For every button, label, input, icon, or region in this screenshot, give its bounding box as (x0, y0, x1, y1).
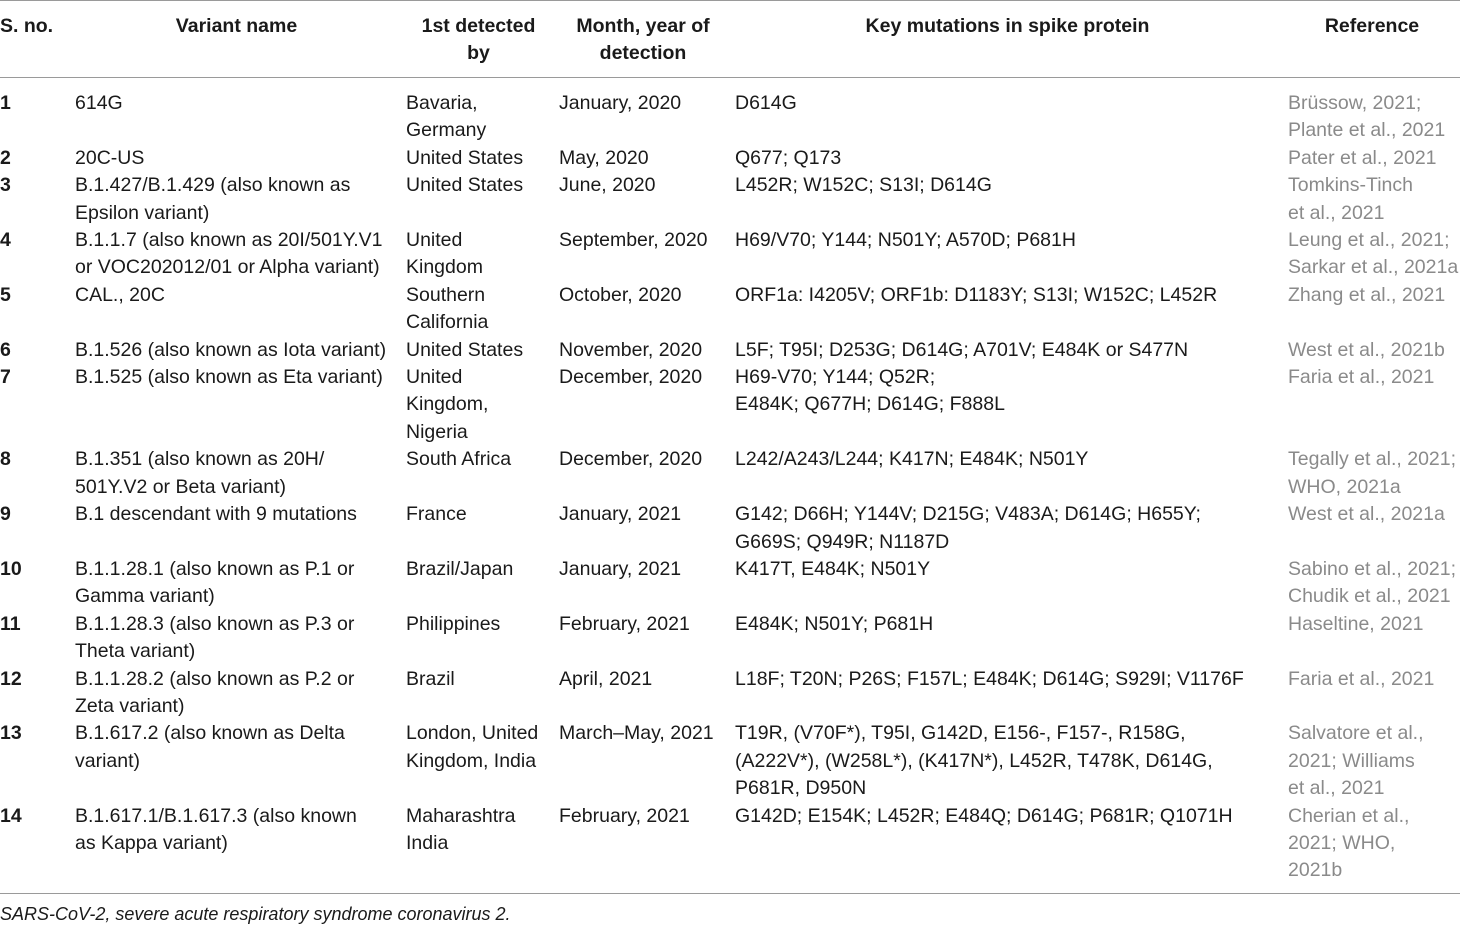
cell-key-mutations-line: E484K; N501Y; P681H (735, 612, 934, 635)
cell-first-detected-line: United States (406, 338, 524, 361)
cell-month-year (555, 172, 731, 227)
cell-reference (1284, 337, 1460, 364)
cell-first-detected-line: Brazil (406, 667, 455, 690)
cell-reference (1284, 611, 1460, 666)
cell-reference-line: Haseltine, 2021 (1288, 612, 1424, 635)
cell-month-year (555, 666, 731, 721)
cell-sno: 6 (0, 338, 11, 361)
cell-first-detected-line: Kingdom (406, 256, 483, 279)
cell-first-detected (402, 145, 555, 172)
cell-first-detected-line: South Africa (406, 448, 512, 471)
cell-sno: 7 (0, 366, 11, 389)
cell-month-year (555, 720, 731, 802)
cell-month-year-line: February, 2021 (559, 804, 690, 827)
cell-variant-name (71, 446, 402, 501)
cell-key-mutations-line: ORF1a: I4205V; ORF1b: D1183Y; S13I; W152C; L452R (735, 283, 1218, 306)
cell-month-year (555, 611, 731, 666)
cell-reference-line: Faria et al., 2021 (1288, 667, 1435, 690)
table-row (0, 720, 1460, 802)
cell-key-mutations-line: L242/A243/L244; K417N; E484K; N501Y (735, 448, 1089, 471)
cell-first-detected (402, 282, 555, 337)
cell-key-mutations-line: H69-V70; Y144; Q52R; (735, 366, 936, 389)
cell-first-detected (402, 337, 555, 364)
cell-variant-name-line: B.1.525 (also known as Eta variant) (75, 366, 383, 389)
cell-reference (1284, 282, 1460, 337)
cell-first-detected (402, 611, 555, 666)
table-row (0, 666, 1460, 721)
cell-key-mutations (731, 666, 1284, 721)
cell-reference-line: Chudik et al., 2021 (1288, 585, 1451, 608)
cell-key-mutations (731, 720, 1284, 802)
cell-reference-line: 2021; WHO, (1288, 831, 1396, 854)
cell-variant-name-line: B.1.617.2 (also known as Delta (75, 722, 345, 745)
cell-sno: 2 (0, 146, 11, 169)
cell-variant-name (71, 364, 402, 446)
cell-reference-line: Tomkins-Tinch (1288, 174, 1413, 197)
header-first-detected-line: by (467, 42, 490, 64)
cell-reference (1284, 78, 1460, 145)
cell-key-mutations-line: G669S; Q949R; N1187D (735, 530, 950, 553)
cell-variant-name-line: B.1.351 (also known as 20H/ (75, 448, 325, 471)
cell-first-detected (402, 720, 555, 802)
cell-month-year (555, 446, 731, 501)
header-variant-name: Variant name (71, 1, 402, 78)
cell-key-mutations-line: (A222V*), (W258L*), (K417N*), L452R, T478K, D614G, (735, 749, 1213, 772)
cell-variant-name (71, 145, 402, 172)
cell-month-year (555, 364, 731, 446)
cell-variant-name-line: Zeta variant) (75, 694, 185, 717)
table-row (0, 145, 1460, 172)
cell-variant-name-line: B.1.617.1/B.1.617.3 (also known (75, 804, 357, 827)
cell-reference (1284, 666, 1460, 721)
cell-first-detected-line: United (406, 229, 463, 252)
cell-sno: 4 (0, 229, 11, 252)
cell-variant-name-line: B.1.1.7 (also known as 20I/501Y.V1 (75, 229, 383, 252)
header-month-year-line: Month, year of (576, 15, 710, 37)
cell-month-year-line: December, 2020 (559, 448, 703, 471)
cell-month-year-line: December, 2020 (559, 366, 703, 389)
cell-reference-line: 2021; Williams (1288, 749, 1415, 772)
header-month-year (555, 1, 731, 78)
cell-month-year-line: November, 2020 (559, 338, 703, 361)
cell-sno: 3 (0, 174, 11, 197)
cell-first-detected (402, 501, 555, 556)
cell-key-mutations-line: D614G (735, 92, 797, 114)
cell-key-mutations-line: G142D; E154K; L452R; E484Q; D614G; P681R; Q1071H (735, 804, 1233, 827)
cell-first-detected-line: Maharashtra (406, 804, 516, 827)
cell-first-detected-line: Southern (406, 283, 486, 306)
cell-sno: 14 (0, 803, 71, 894)
cell-month-year (555, 337, 731, 364)
cell-first-detected-line: London, United (406, 722, 539, 745)
header-first-detected-line: 1st detected (421, 15, 536, 37)
cell-variant-name-line: variant) (75, 749, 141, 772)
cell-key-mutations (731, 337, 1284, 364)
cell-month-year-line: March–May, 2021 (559, 722, 714, 745)
cell-reference-line: Salvatore et al., (1288, 722, 1424, 745)
cell-first-detected (402, 803, 555, 894)
cell-key-mutations-line: E484K; Q677H; D614G; F888L (735, 393, 1005, 416)
cell-key-mutations-line: T19R, (V70F*), T95I, G142D, E156-, F157-, R158G, (735, 722, 1186, 745)
header-sno: S. no. (0, 1, 71, 78)
cell-key-mutations (731, 364, 1284, 446)
cell-reference-line: et al., 2021 (1288, 777, 1385, 800)
cell-reference (1284, 501, 1460, 556)
cell-month-year-line: January, 2021 (559, 557, 682, 580)
cell-variant-name (71, 556, 402, 611)
cell-first-detected-line: France (406, 503, 467, 526)
cell-reference-line: Sabino et al., 2021; (1288, 557, 1457, 580)
cell-first-detected (402, 364, 555, 446)
cell-first-detected-line: United States (406, 146, 524, 169)
header-first-detected (402, 1, 555, 78)
cell-key-mutations (731, 446, 1284, 501)
cell-variant-name-line: 20C-US (75, 146, 145, 169)
cell-variant-name-line: 501Y.V2 or Beta variant) (75, 475, 287, 498)
cell-month-year-line: January, 2021 (559, 503, 682, 526)
cell-reference-line: Zhang et al., 2021 (1288, 283, 1446, 306)
cell-key-mutations (731, 611, 1284, 666)
cell-month-year-line: October, 2020 (559, 283, 682, 306)
cell-key-mutations (731, 172, 1284, 227)
cell-variant-name (71, 666, 402, 721)
cell-first-detected (402, 556, 555, 611)
table-footnote: SARS-CoV-2, severe acute respiratory syndrome coronavirus 2. (0, 904, 511, 924)
cell-key-mutations (731, 145, 1284, 172)
cell-variant-name (71, 172, 402, 227)
cell-sno: 1 (0, 92, 11, 114)
cell-first-detected (402, 666, 555, 721)
cell-key-mutations-line: K417T, E484K; N501Y (735, 557, 931, 580)
cell-month-year (555, 78, 731, 145)
cell-first-detected-line: Nigeria (406, 420, 468, 443)
cell-first-detected (402, 78, 555, 145)
cell-key-mutations-line: L18F; T20N; P26S; F157L; E484K; D614G; S929I; V1176F (735, 667, 1244, 690)
cell-variant-name-line: B.1.1.28.2 (also known as P.2 or (75, 667, 355, 690)
table-row (0, 78, 1460, 145)
cell-month-year-line: April, 2021 (559, 667, 653, 690)
table-row (0, 501, 1460, 556)
cell-reference-line: Faria et al., 2021 (1288, 366, 1435, 389)
cell-reference-line: Sarkar et al., 2021a (1288, 256, 1459, 279)
cell-sno: 13 (0, 722, 22, 745)
cell-key-mutations (731, 227, 1284, 282)
cell-first-detected-line: Philippines (406, 612, 501, 635)
header-month-year-line: detection (599, 42, 687, 64)
cell-key-mutations-line: P681R, D950N (735, 777, 867, 800)
cell-month-year (555, 227, 731, 282)
cell-month-year-line: June, 2020 (559, 174, 656, 197)
cell-variant-name-line: 614G (75, 92, 123, 114)
table-header-row (0, 1, 1460, 78)
cell-reference-line: Brüssow, 2021; (1288, 92, 1422, 114)
table-row (0, 556, 1460, 611)
header-reference: Reference (1284, 1, 1460, 78)
cell-variant-name-line: as Kappa variant) (75, 831, 228, 854)
cell-reference-line: et al., 2021 (1288, 201, 1385, 224)
cell-month-year (555, 282, 731, 337)
cell-variant-name-line: Epsilon variant) (75, 201, 210, 224)
cell-reference (1284, 556, 1460, 611)
cell-key-mutations (731, 501, 1284, 556)
cell-reference (1284, 803, 1460, 894)
cell-sno: 12 (0, 667, 22, 690)
cell-reference (1284, 172, 1460, 227)
cell-first-detected-line: India (406, 831, 449, 854)
cell-reference-line: Pater et al., 2021 (1288, 146, 1437, 169)
cell-first-detected-line: California (406, 311, 489, 334)
cell-first-detected (402, 172, 555, 227)
table-row (0, 446, 1460, 501)
cell-variant-name-line: B.1.427/B.1.429 (also known as (75, 174, 351, 197)
cell-month-year (555, 145, 731, 172)
table-row (0, 611, 1460, 666)
cell-variant-name (71, 720, 402, 802)
table-row (0, 227, 1460, 282)
cell-variant-name (71, 282, 402, 337)
cell-reference-line: Cherian et al., (1288, 804, 1410, 827)
cell-variant-name (71, 78, 402, 145)
cell-month-year-line: May, 2020 (559, 146, 649, 169)
table-row (0, 172, 1460, 227)
cell-first-detected-line: United States (406, 174, 524, 197)
table-body (0, 78, 1460, 894)
table-row (0, 803, 1460, 894)
cell-key-mutations-line: H69/V70; Y144; N501Y; A570D; P681H (735, 229, 1076, 252)
cell-variant-name (71, 227, 402, 282)
table-row (0, 282, 1460, 337)
cell-reference-line: Tegally et al., 2021; (1288, 448, 1457, 471)
cell-key-mutations (731, 556, 1284, 611)
cell-reference-line: Plante et al., 2021 (1288, 119, 1446, 142)
cell-reference-line: West et al., 2021b (1288, 338, 1445, 361)
cell-variant-name-line: B.1.1.28.3 (also known as P.3 or (75, 612, 355, 635)
cell-first-detected-line: Bavaria, (406, 92, 478, 114)
cell-variant-name-line: Theta variant) (75, 640, 196, 663)
cell-first-detected-line: Germany (406, 119, 487, 142)
cell-variant-name-line: Gamma variant) (75, 585, 215, 608)
cell-reference (1284, 364, 1460, 446)
cell-sno: 10 (0, 557, 22, 580)
cell-month-year (555, 556, 731, 611)
cell-month-year (555, 501, 731, 556)
cell-first-detected-line: Kingdom, (406, 393, 489, 416)
cell-key-mutations (731, 78, 1284, 145)
cell-month-year-line: February, 2021 (559, 612, 690, 635)
cell-variant-name-line: B.1 descendant with 9 mutations (75, 503, 357, 526)
cell-key-mutations-line: L452R; W152C; S13I; D614G (735, 174, 992, 197)
cell-sno: 5 (0, 283, 11, 306)
cell-first-detected-line: Kingdom, India (406, 749, 537, 772)
cell-key-mutations-line: G142; D66H; Y144V; D215G; V483A; D614G; H655Y; (735, 503, 1201, 526)
cell-variant-name-line: or VOC202012/01 or Alpha variant) (75, 256, 380, 279)
cell-variant-name (71, 803, 402, 894)
cell-variant-name-line: B.1.526 (also known as Iota variant) (75, 338, 387, 361)
cell-month-year (555, 803, 731, 894)
header-key-mutations: Key mutations in spike protein (731, 1, 1284, 78)
cell-month-year-line: January, 2020 (559, 92, 682, 114)
cell-variant-name (71, 611, 402, 666)
cell-first-detected (402, 446, 555, 501)
cell-variant-name-line: B.1.1.28.1 (also known as P.1 or (75, 557, 355, 580)
cell-reference (1284, 720, 1460, 802)
cell-key-mutations (731, 282, 1284, 337)
cell-sno: 8 (0, 448, 11, 471)
cell-reference (1284, 227, 1460, 282)
cell-key-mutations-line: Q677; Q173 (735, 146, 842, 169)
cell-reference-line: WHO, 2021a (1288, 475, 1401, 498)
cell-reference-line: Leung et al., 2021; (1288, 229, 1450, 252)
cell-variant-name (71, 501, 402, 556)
cell-month-year-line: September, 2020 (559, 229, 708, 252)
cell-key-mutations-line: L5F; T95I; D253G; D614G; A701V; E484K or S477N (735, 338, 1189, 361)
cell-variant-name (71, 337, 402, 364)
cell-reference (1284, 446, 1460, 501)
table-row (0, 364, 1460, 446)
cell-sno: 11 (0, 612, 21, 635)
cell-sno: 9 (0, 503, 11, 526)
cell-variant-name-line: CAL., 20C (75, 283, 165, 306)
cell-reference-line: West et al., 2021a (1288, 503, 1445, 526)
cell-first-detected-line: United (406, 366, 463, 389)
cell-key-mutations (731, 803, 1284, 894)
table-row (0, 337, 1460, 364)
cell-first-detected-line: Brazil/Japan (406, 557, 514, 580)
cell-reference (1284, 145, 1460, 172)
cell-reference-line: 2021b (1288, 859, 1343, 882)
cell-first-detected (402, 227, 555, 282)
